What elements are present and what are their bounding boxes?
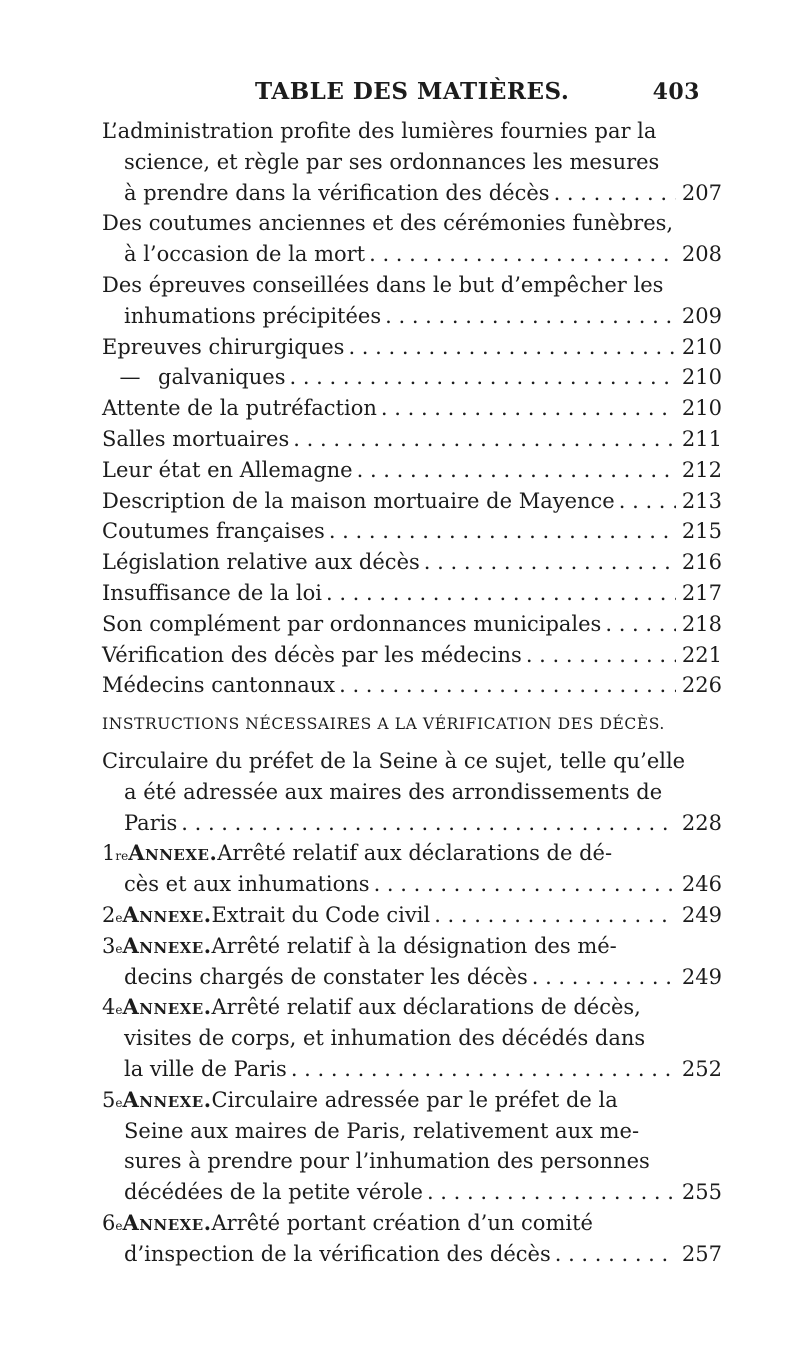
toc-entry: [102, 838, 722, 900]
toc-page-number: 212: [681, 457, 722, 482]
toc-entry-text: Attente de la putréfaction: [102, 396, 377, 421]
annex-label: Annexe.: [122, 1209, 212, 1235]
toc-entry: [102, 362, 722, 393]
table-of-contents: [102, 116, 722, 1269]
toc-entry-line: 1 re Annexe. Arrêté relatif aux déclarations de dé-: [102, 838, 722, 869]
toc-entry-line: [102, 1146, 722, 1177]
toc-page-number: 210: [681, 334, 722, 359]
toc-entry-line: [102, 808, 722, 839]
toc-entry: [102, 270, 722, 332]
toc-entry-text: a été adressée aux maires des arrondissements de: [124, 779, 663, 804]
toc-page-number: 216: [681, 550, 722, 575]
annex-label: Annexe.: [128, 840, 218, 866]
toc-entries-bottom: [102, 746, 722, 1270]
toc-entry-line: 6 e Annexe. Arrêté portant création d’un comité: [102, 1208, 722, 1239]
leader-dots: [348, 332, 675, 363]
toc-entry: [102, 208, 722, 270]
annex-label: Annexe.: [122, 994, 212, 1020]
toc-entry-line: [102, 270, 722, 301]
toc-entry: [102, 578, 722, 609]
leader-dots: [385, 301, 676, 332]
toc-entry: [102, 116, 722, 208]
toc-entry-text: Des épreuves conseillées dans le but d’empêcher les: [102, 272, 664, 297]
toc-entry-text: Arrêté relatif aux déclarations de dé-: [217, 841, 613, 866]
toc-entry-text: L’administration profite des lumières fournies par la: [102, 119, 657, 143]
annex-label: Annexe.: [122, 1086, 212, 1112]
toc-entry-line: 2 e Annexe. Extrait du Code civil . . . 249: [102, 900, 722, 931]
toc-entry-text: Vérification des décès par les médecins: [102, 642, 522, 667]
toc-entry-line: 4 e Annexe. Arrêté relatif aux déclarations de décès,: [102, 992, 722, 1023]
leader-dots: [532, 962, 676, 993]
toc-page-number: 255: [681, 1180, 722, 1205]
leader-dots: [427, 1177, 676, 1208]
leader-dots: [381, 393, 676, 424]
toc-entry-line: [102, 1054, 722, 1085]
toc-entry: [102, 900, 722, 931]
toc-entry-line: 3 e Annexe. Arrêté relatif à la désignation des mé-: [102, 931, 722, 962]
toc-entry-line: [102, 301, 722, 332]
annex-number: 1: [102, 841, 116, 866]
toc-entry-line: [102, 486, 722, 517]
toc-entry-text: inhumations précipitées: [124, 303, 382, 328]
leader-dots: [605, 609, 676, 640]
leader-dots: [424, 547, 676, 578]
annex-label: Annexe.: [122, 901, 212, 927]
toc-entry: [102, 746, 722, 838]
toc-page-number: 252: [681, 1056, 722, 1081]
leader-dots: [357, 455, 676, 486]
leader-dots: [291, 1054, 676, 1085]
leader-dots: [289, 362, 675, 393]
leader-dots: [434, 900, 676, 931]
toc-entry-text: Arrêté relatif à la désignation des mé-: [211, 933, 617, 958]
toc-entry-text: Insuffisance de la loi: [102, 580, 322, 605]
toc-page-number: 221: [681, 642, 722, 667]
toc-entry-line: [102, 1023, 722, 1054]
toc-entries-top: [102, 116, 722, 701]
toc-entry: [102, 640, 722, 671]
annex-number: 3: [102, 933, 116, 958]
toc-entry-line: [102, 869, 722, 900]
toc-entry-line: [102, 746, 722, 777]
ditto-dash: —: [119, 365, 141, 390]
toc-entry-text: galvaniques: [158, 365, 286, 390]
toc-page-number: 246: [681, 872, 722, 897]
toc-page-number: 208: [681, 242, 722, 267]
toc-entry-line: [102, 1177, 722, 1208]
toc-entry-text: Circulaire du préfet de la Seine à ce sujet, telle qu’elle: [102, 748, 686, 773]
running-header: [255, 78, 700, 105]
toc-entry-text: Arrêté portant création d’un comité: [211, 1210, 593, 1235]
toc-entry-line: [102, 393, 722, 424]
toc-entry: [102, 455, 722, 486]
toc-entry: [102, 670, 722, 701]
annex-label: Annexe.: [122, 932, 212, 958]
leader-dots: [293, 424, 676, 455]
leader-dots: [181, 808, 676, 839]
toc-entry-line: [102, 547, 722, 578]
toc-page-number: 210: [681, 365, 722, 390]
toc-entry: [102, 393, 722, 424]
toc-page-number: 228: [681, 810, 722, 835]
toc-entry-text: Paris: [124, 810, 178, 835]
toc-entry-text: Epreuves chirurgiques: [102, 334, 345, 359]
toc-page-number: 209: [681, 303, 722, 328]
toc-entry-text: science, et règle par ses ordonnances les mesures: [124, 149, 660, 174]
toc-entry-text: à prendre dans la vérification des décès: [124, 180, 550, 205]
toc-page-number: 207: [681, 180, 722, 205]
toc-entry-line: [102, 455, 722, 486]
leader-dots: [526, 640, 676, 671]
toc-entry: [102, 992, 722, 1084]
toc-entry-text: cès et aux inhumations: [124, 872, 370, 897]
annex-number: 2: [102, 902, 116, 927]
toc-entry-line: [102, 208, 722, 239]
toc-entry-line: [102, 1239, 722, 1270]
toc-entry-text: decins chargés de constater les décès: [124, 964, 528, 989]
toc-entry: [102, 1208, 722, 1270]
page-title: TABLE DES MATIÈRES.: [255, 78, 570, 105]
leader-dots: [329, 516, 676, 547]
leader-dots: [555, 1239, 676, 1270]
toc-entry-text: Arrêté relatif aux déclarations de décès,: [211, 995, 641, 1020]
toc-entry-line: [102, 777, 722, 808]
toc-page-number: 249: [681, 964, 722, 989]
toc-entry: [102, 1085, 722, 1208]
toc-page-number: 211: [681, 426, 722, 451]
toc-entry-text: visites de corps, et inhumation des décédés dans: [124, 1026, 646, 1051]
toc-page-number: 226: [681, 673, 722, 698]
toc-entry-text: Circulaire adressée par le préfet de la: [211, 1087, 618, 1112]
toc-entry-text: décédées de la petite vérole: [124, 1180, 423, 1205]
toc-entry: [102, 424, 722, 455]
toc-page-number: 213: [681, 488, 722, 513]
toc-entry-text: Des coutumes anciennes et des cérémonies funèbres,: [102, 211, 674, 236]
toc-entry-text: Médecins cantonnaux: [102, 673, 336, 698]
annex-number: 4: [102, 995, 116, 1020]
page-number: 403: [652, 79, 700, 105]
toc-page-number: 210: [681, 396, 722, 421]
leader-dots: [326, 578, 676, 609]
leader-dots: [619, 486, 676, 517]
leader-dots: [554, 178, 676, 209]
toc-entry-text: Coutumes françaises: [102, 519, 325, 544]
toc-entry-text: Son complément par ordonnances municipales: [102, 611, 602, 636]
toc-page-number: 249: [681, 902, 722, 927]
toc-entry-text: Salles mortuaires: [102, 426, 290, 451]
annex-number: 5: [102, 1087, 116, 1112]
toc-entry: [102, 516, 722, 547]
toc-entry-line: [102, 578, 722, 609]
toc-page-number: 217: [681, 580, 722, 605]
toc-entry-line: [102, 362, 722, 393]
toc-page-number: 215: [681, 519, 722, 544]
toc-entry-line: [102, 1116, 722, 1147]
toc-entry-line: [102, 670, 722, 701]
toc-entry-line: [102, 178, 722, 209]
toc-entry-text: d’inspection de la vérification des décès: [124, 1241, 551, 1266]
toc-entry: [102, 609, 722, 640]
toc-entry-text: Législation relative aux décès: [102, 550, 420, 575]
toc-entry: [102, 486, 722, 517]
section-heading: INSTRUCTIONS NÉCESSAIRES A LA VÉRIFICATION DES DÉCÈS.: [102, 715, 665, 734]
toc-entry-text: Description de la maison mortuaire de Mayence: [102, 488, 615, 513]
toc-entry: [102, 931, 722, 993]
toc-entry: [102, 332, 722, 363]
leader-dots: [339, 670, 676, 701]
annex-number: 6: [102, 1210, 116, 1235]
toc-entry-line: [102, 516, 722, 547]
toc-entry-line: [102, 609, 722, 640]
toc-entry-text: Seine aux maires de Paris, relativement aux me-: [124, 1118, 640, 1143]
toc-entry-text: la ville de Paris: [124, 1056, 287, 1081]
toc-entry-line: [102, 640, 722, 671]
toc-entry-text: sures à prendre pour l’inhumation des personnes: [124, 1149, 650, 1174]
toc-entry-line: [102, 424, 722, 455]
toc-entry: [102, 547, 722, 578]
toc-page-number: 218: [681, 611, 722, 636]
toc-entry-line: [102, 332, 722, 363]
toc-entry-line: [102, 239, 722, 270]
toc-entry-text: Leur état en Allemagne: [102, 457, 353, 482]
toc-page-number: 257: [681, 1241, 722, 1266]
toc-entry-line: [102, 116, 722, 147]
toc-entry-text: à l’occasion de la mort: [124, 242, 366, 267]
toc-entry-line: [102, 962, 722, 993]
toc-entry-text: Extrait du Code civil: [211, 902, 431, 927]
toc-entry-line: [102, 147, 722, 178]
toc-entry-line: 5 e Annexe. Circulaire adressée par le préfet de la: [102, 1085, 722, 1116]
leader-dots: [374, 869, 676, 900]
leader-dots: [369, 239, 676, 270]
